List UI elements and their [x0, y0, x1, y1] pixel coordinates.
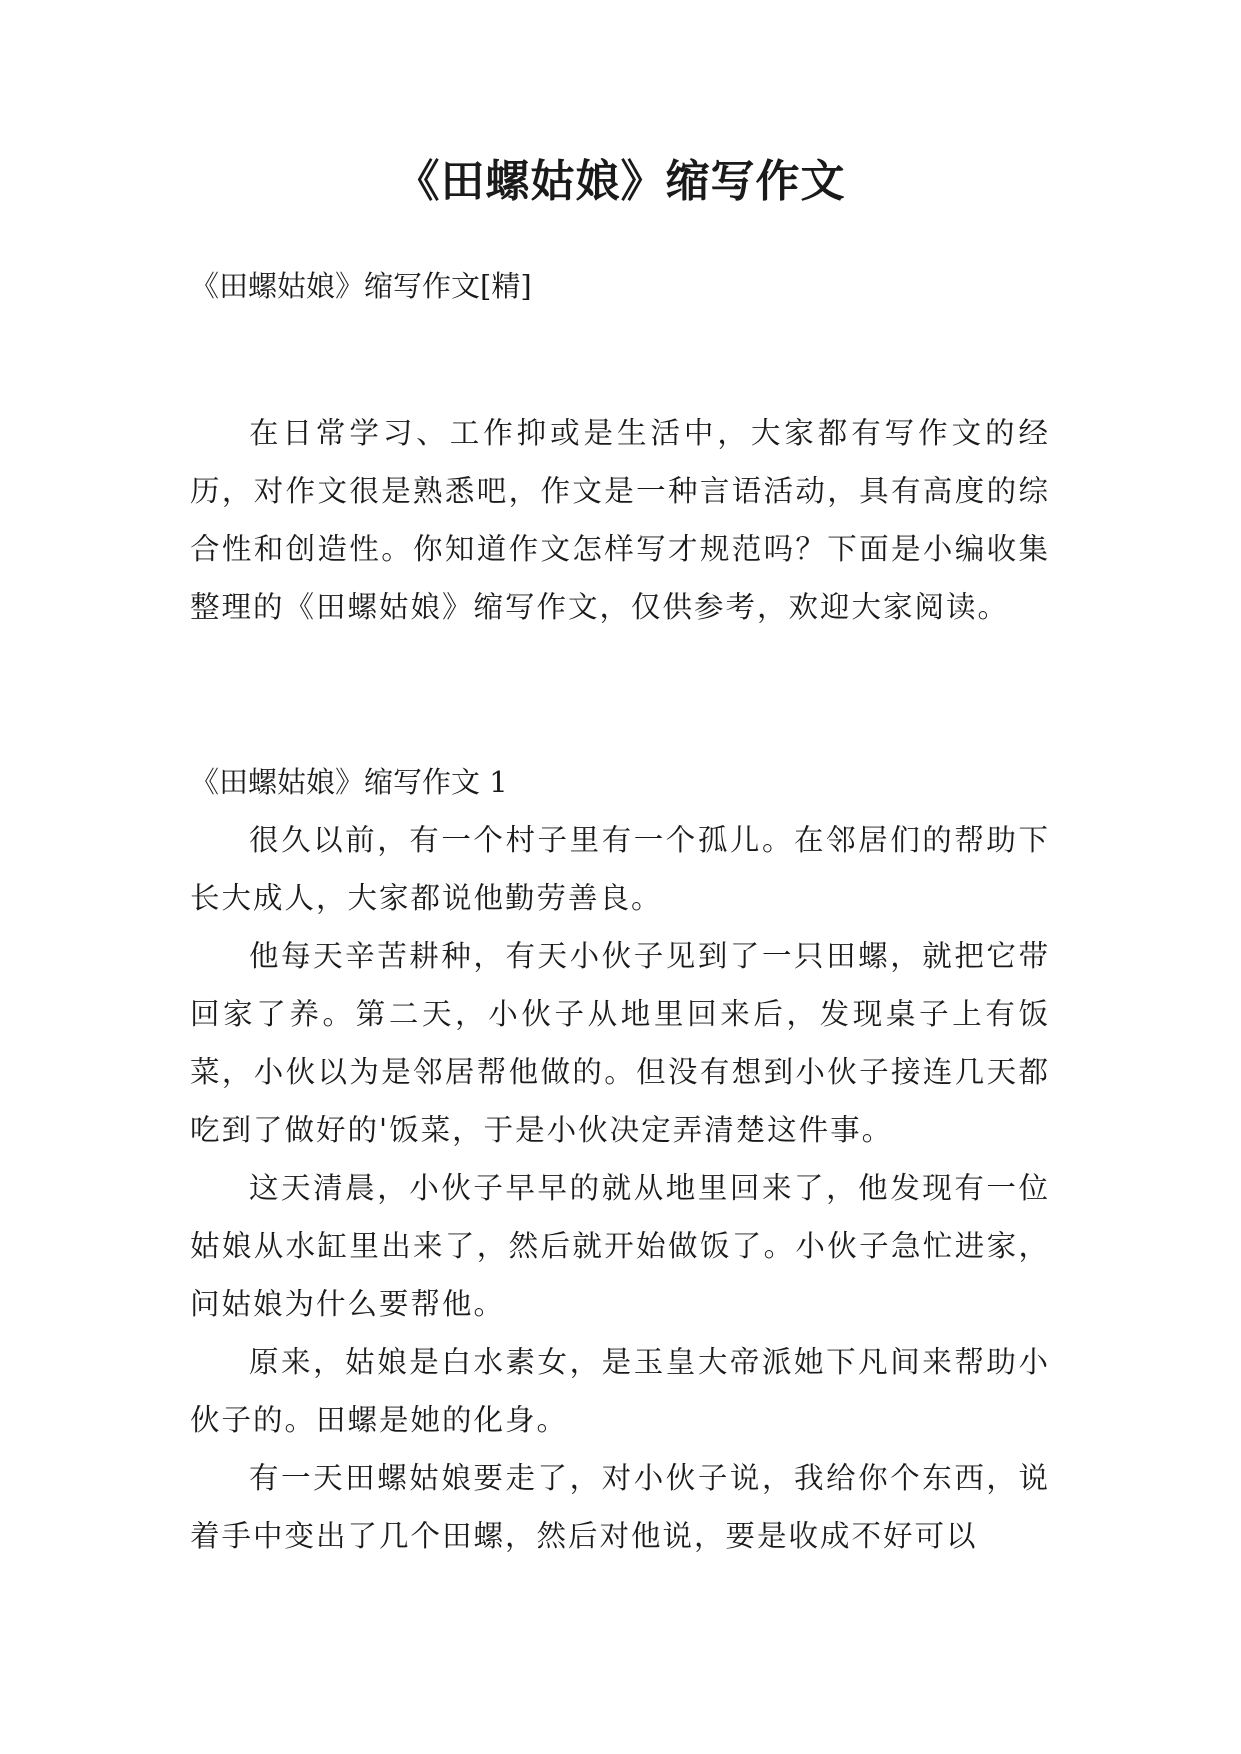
section-heading: 《田螺姑娘》缩写作文 1 — [190, 765, 508, 799]
intro-paragraph: 在日常学习、工作抑或是生活中，大家都有写作文的经历，对作文很是熟悉吧，作文是一种言语活动，具有高度的综合性和创造性。你知道作文怎样写才规范吗？下面是小编收集整理的《田螺姑娘》缩写作文，仅供参考，欢迎大家阅读。 — [190, 416, 1050, 624]
essay-section-1 — [190, 753, 1050, 1565]
paragraph-4: 原来，姑娘是白水素女，是玉皇大帝派她下凡间来帮助小伙子的。田螺是她的化身。 — [190, 1345, 1050, 1437]
paragraph-3: 这天清晨，小伙子早早的就从地里回来了，他发现有一位姑娘从水缸里出来了，然后就开始做饭了。小伙子急忙进家，问姑娘为什么要帮他。 — [190, 1171, 1050, 1321]
document-title: 《田螺姑娘》缩写作文 — [395, 156, 846, 207]
paragraph-1: 很久以前，有一个村子里有一个孤儿。在邻居们的帮助下长大成人，大家都说他勤劳善良。 — [190, 823, 1050, 915]
paragraph-5: 有一天田螺姑娘要走了，对小伙子说，我给你个东西，说着手中变出了几个田螺，然后对他说，要是收成不好可以 — [190, 1461, 1050, 1553]
document-subtitle: 《田螺姑娘》缩写作文[精] — [190, 269, 532, 303]
paragraph-2: 他每天辛苦耕种，有天小伙子见到了一只田螺，就把它带回家了养。第二天，小伙子从地里回来后，发现桌子上有饭菜，小伙以为是邻居帮他做的。但没有想到小伙子接连几天都吃到了做好的'饭菜，于是小伙决定弄清楚这件事。 — [190, 939, 1050, 1147]
